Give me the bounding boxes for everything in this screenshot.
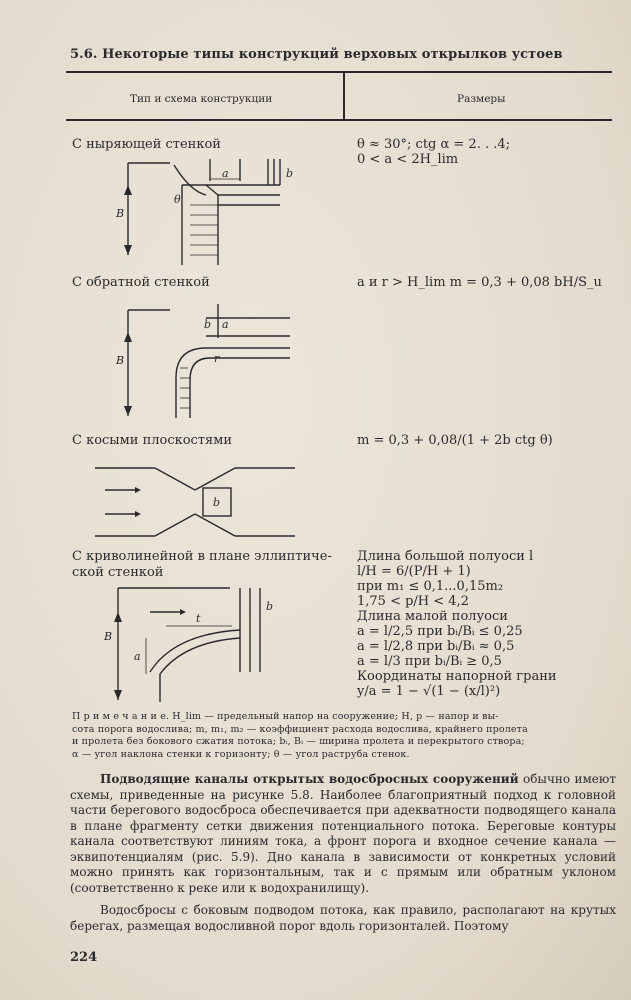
row-1-dims bbox=[357, 137, 510, 167]
note-line: П р и м е ч а н и е. H_lim — предельный напор на сооружение; H, p — напор и вы- bbox=[72, 711, 499, 722]
body-paragraph-1: Подводящие каналы открытых водосбросных сооружений обычно имеют схемы, приведенные на рисунке 5.8. Наиболее благоприятный подход к головной части берегового водосброса обеспечивается при адекватности подводящего канала в плане фрагменту сетки движения потенциального потока. Береговые контуры канала соответствуют линиям тока, а фронт порога и входное сечение канала — эквипотенциалям (рис. 5.9). Дно канала в зависимости от конкретных условий можно принять как горизонтальным, так и с прямым или обратным уклоном (соответственно к реке или к водохранилищу). bbox=[70, 772, 616, 895]
note-line: сота порога водослива; m, m₁, m₂ — коэффициент расхода водослива, крайнего пролета bbox=[72, 723, 528, 735]
body-bold-lead: Подводящие каналы открытых водосбросных сооружений bbox=[100, 772, 519, 786]
row-4-dims bbox=[357, 549, 557, 699]
row-3-label: С косыми плоскостями bbox=[72, 433, 232, 448]
table-note bbox=[72, 711, 617, 761]
fig2-label-B: B bbox=[116, 354, 125, 367]
row-1-dims-line: θ ≈ 30°; ctg α = 2. . .4; bbox=[357, 137, 511, 152]
column-divider bbox=[343, 73, 345, 119]
figure-diving-wall bbox=[110, 155, 300, 265]
body-paragraph-2: Водосбросы с боковым подводом потока, как правило, располагают на крутых берегах, размещая водосливной порог вдоль горизонталей. Поэтому bbox=[70, 903, 616, 933]
fig1-label-b: b bbox=[286, 167, 294, 180]
row-1-label: С ныряющей стенкой bbox=[72, 137, 221, 152]
fig1-label-theta: θ bbox=[174, 193, 181, 206]
row-4-label bbox=[72, 549, 332, 581]
header-rule-top bbox=[66, 71, 612, 73]
row-4-dims-line: y/a = 1 − √(1 − (x/l)²) bbox=[357, 684, 501, 699]
fig3-label-b: b bbox=[213, 496, 221, 509]
fig2-label-a: a bbox=[222, 318, 229, 331]
row-4-label-line: ской стенкой bbox=[72, 565, 164, 580]
figure-elliptic-wall bbox=[104, 582, 300, 707]
row-2-label: С обратной стенкой bbox=[72, 275, 210, 290]
note-line: α — угол наклона стенки к горизонту; θ — угол раструба стенок. bbox=[72, 748, 410, 760]
fig4-label-b: b bbox=[266, 600, 274, 613]
row-4-label-line: С криволинейной в плане эллиптиче- bbox=[72, 549, 332, 564]
figure-reverse-wall bbox=[110, 298, 300, 423]
note-line: и пролета без бокового сжатия потока; bᵢ, Bᵢ — ширина пролета и перекрытого створа; bbox=[72, 736, 525, 747]
row-4-dims-line: Длина большой полуоси l bbox=[357, 549, 534, 564]
row-4-dims-line: a = l/3 при bᵢ/Bᵢ ≥ 0,5 bbox=[357, 654, 502, 669]
fig4-label-B: B bbox=[104, 630, 113, 643]
fig2-label-b: b bbox=[204, 318, 212, 331]
table-title: 5.6. Некоторые типы конструкций верховых открылков устоев bbox=[70, 47, 563, 62]
fig4-label-t: t bbox=[196, 612, 201, 625]
column-header-type: Тип и схема конструкции bbox=[130, 93, 273, 105]
row-4-dims-line: l/H = 6/(P/H + 1) bbox=[357, 564, 471, 579]
column-header-dims: Размеры bbox=[457, 93, 506, 105]
row-4-dims-line: Координаты напорной грани bbox=[357, 669, 557, 684]
row-4-dims-line: 1,75 < p/H < 4,2 bbox=[357, 594, 469, 609]
row-4-dims-line: a = l/2,5 при bᵢ/Bᵢ ≤ 0,25 bbox=[357, 624, 523, 639]
fig2-label-r: r bbox=[214, 352, 220, 365]
fig1-label-B: B bbox=[116, 207, 125, 220]
page-number: 224 bbox=[70, 950, 98, 965]
row-2-dims: a и r > H_lim m = 0,3 + 0,08 bH/S_u bbox=[357, 275, 602, 290]
figure-oblique-planes bbox=[95, 460, 295, 545]
row-4-dims-line: Длина малой полуоси bbox=[357, 609, 508, 624]
row-4-dims-line: a = l/2,8 при bᵢ/Bᵢ ≈ 0,5 bbox=[357, 639, 515, 654]
header-rule-bottom bbox=[66, 119, 612, 121]
row-1-dims-line: 0 < a < 2H_lim bbox=[357, 152, 459, 167]
row-4-dims-line: при m₁ ≤ 0,1...0,15m₂ bbox=[357, 579, 504, 594]
fig4-label-a: a bbox=[134, 650, 141, 663]
fig1-label-a: a bbox=[222, 167, 229, 180]
row-3-dims: m = 0,3 + 0,08/(1 + 2b ctg θ) bbox=[357, 433, 553, 448]
